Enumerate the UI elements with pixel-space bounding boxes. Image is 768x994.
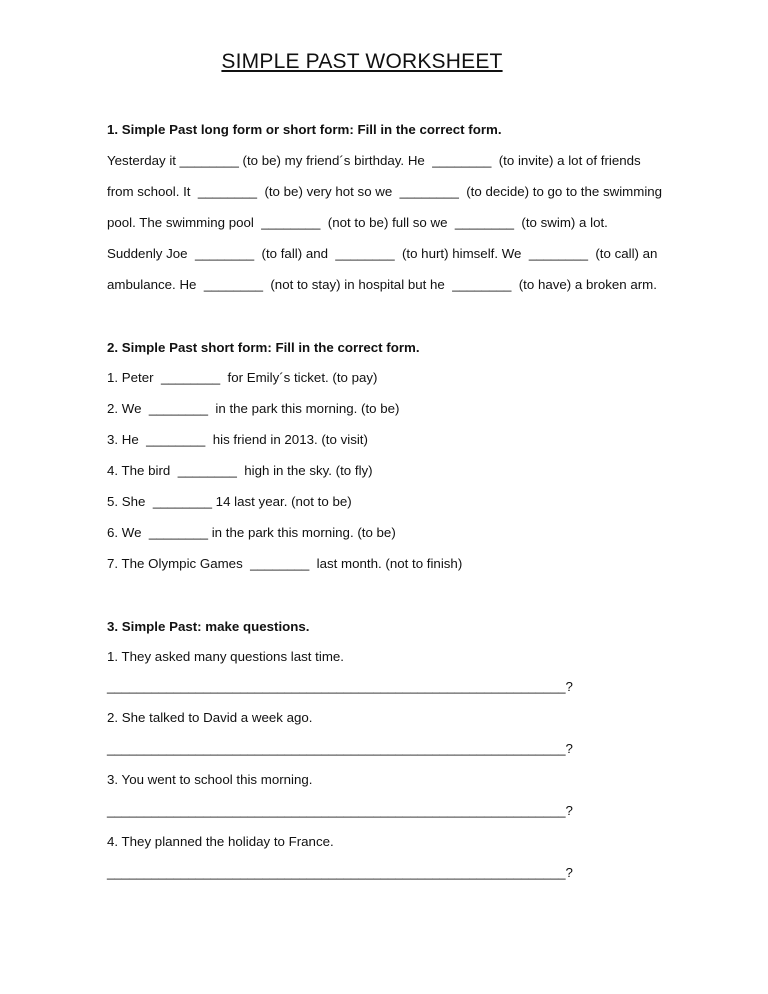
section1-heading: 1. Simple Past long form or short form: Fill in the correct form. [107,122,502,137]
worksheet-title: SIMPLE PAST WORKSHEET [221,50,503,73]
section1-line: pool. The swimming pool ________ (not to be) full so we ________ (to swim) a lot. [107,215,608,230]
section2-item: 4. The bird ________ high in the sky. (to fly) [107,463,373,478]
section3-item: 1. They asked many questions last time. [107,649,345,664]
section2-item: 2. We ________ in the park this morning. (to be) [107,401,400,416]
section2-item: 3. He ________ his friend in 2013. (to visit) [107,432,368,447]
section3-heading: 3. Simple Past: make questions. [107,619,310,634]
section2-item: 6. We ________ in the park this morning. (to be) [107,525,396,540]
section1-line: ambulance. He ________ (not to stay) in hospital but he ________ (to have) a broken arm. [107,277,657,292]
answer-line: ______________________________________________________________? [107,803,573,818]
answer-line: ______________________________________________________________? [107,679,573,694]
section2-item: 1. Peter ________ for Emily´s ticket. (to pay) [107,370,378,385]
section3-item: 2. She talked to David a week ago. [107,710,313,725]
section3-item: 3. You went to school this morning. [107,772,313,787]
section2-heading: 2. Simple Past short form: Fill in the correct form. [107,340,420,355]
section1-line: Suddenly Joe ________ (to fall) and ________ (to hurt) himself. We ________ (to call) an [107,246,658,261]
answer-line: ______________________________________________________________? [107,741,573,756]
section2-item: 5. She ________ 14 last year. (not to be) [107,494,352,509]
section1-line: Yesterday it ________ (to be) my friend´s birthday. He ________ (to invite) a lot of friends [107,153,641,168]
section1-line: from school. It ________ (to be) very hot so we ________ (to decide) to go to the swimming [107,184,663,199]
answer-line: ______________________________________________________________? [107,865,573,880]
section2-item: 7. The Olympic Games ________ last month. (not to finish) [107,556,463,571]
section3-item: 4. They planned the holiday to France. [107,834,334,849]
